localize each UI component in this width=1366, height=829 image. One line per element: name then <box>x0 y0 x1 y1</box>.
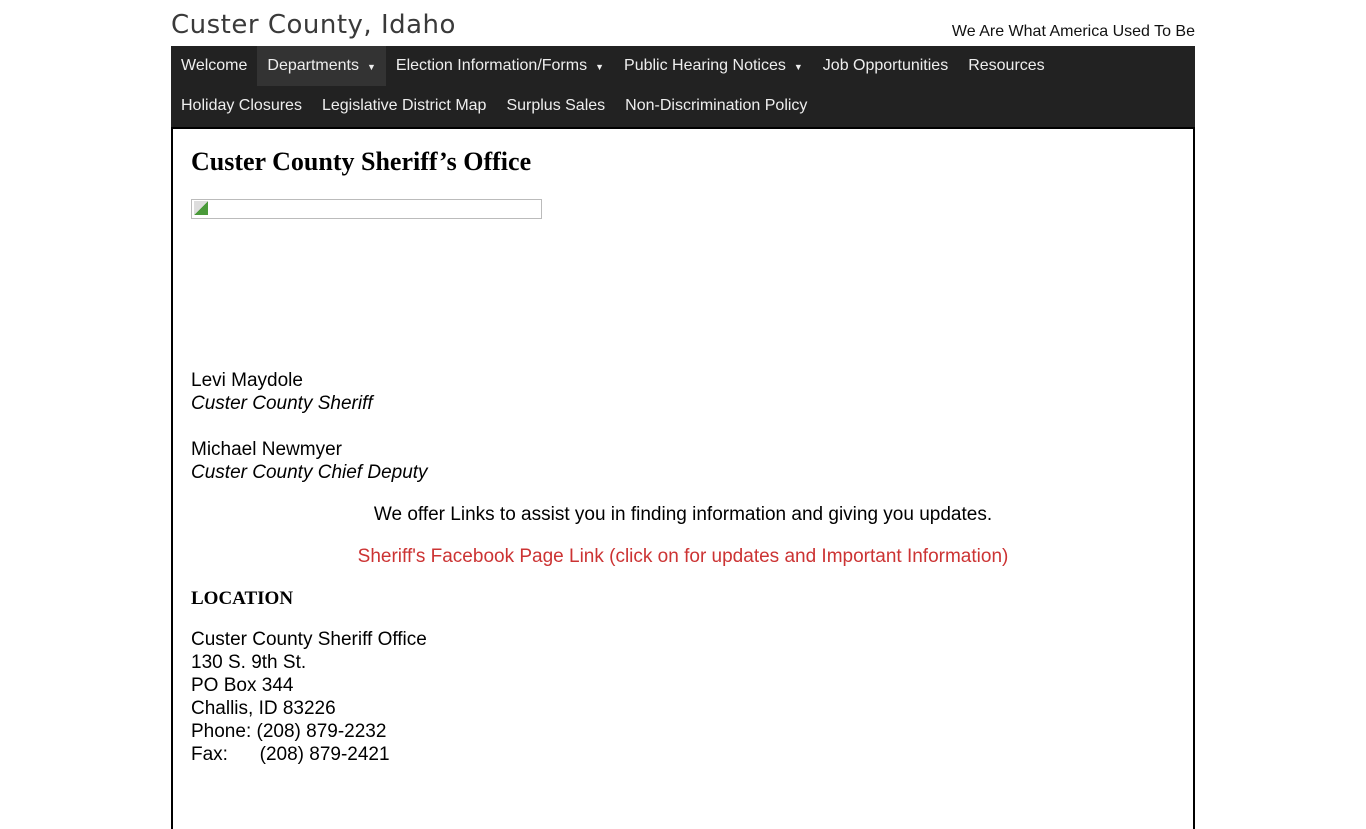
fax: Fax: (208) 879-2421 <box>191 744 390 765</box>
nav-resources[interactable]: Resources <box>968 57 1045 74</box>
facebook-page-link[interactable]: Sheriff's Facebook Page Link (click on for updates and Important Information) <box>357 546 1009 567</box>
nav-job-opportunities[interactable]: Job Opportunities <box>822 57 949 74</box>
content <box>171 127 1195 829</box>
sheriff-title: Custer County Sheriff <box>191 393 373 414</box>
nav-public-hearing-notices[interactable]: Public Hearing Notices ▼ <box>624 57 803 74</box>
page-title: Custer County Sheriff’s Office <box>191 147 532 176</box>
main-nav <box>171 46 1195 127</box>
address-line: Custer County Sheriff Office <box>191 629 427 650</box>
address-block <box>191 628 1175 766</box>
phone: Phone: (208) 879-2232 <box>191 721 387 742</box>
sheriff-name: Levi Maydole <box>191 370 303 391</box>
broken-image <box>191 199 542 219</box>
caret-down-icon: ▼ <box>793 62 803 72</box>
caret-down-icon: ▼ <box>595 62 605 72</box>
nav-legislative-district-map[interactable]: Legislative District Map <box>321 97 487 114</box>
nav-welcome[interactable]: Welcome <box>181 57 248 74</box>
location-heading: LOCATION <box>191 588 294 609</box>
tagline: We Are What America Used To Be <box>951 23 1195 40</box>
site-title[interactable]: Custer County, Idaho <box>171 10 456 40</box>
nav-surplus-sales[interactable]: Surplus Sales <box>506 97 606 114</box>
nav-non-discrimination-policy[interactable]: Non-Discrimination Policy <box>625 97 808 114</box>
intro-text: We offer Links to assist you in finding information and giving you updates. <box>373 504 993 525</box>
nav-departments[interactable]: Departments ▼ <box>257 46 386 86</box>
deputy-name: Michael Newmyer <box>191 439 342 460</box>
broken-image-icon <box>194 201 208 215</box>
address-line: Challis, ID 83226 <box>191 698 336 719</box>
nav-holiday-closures[interactable]: Holiday Closures <box>181 97 302 114</box>
address-line: 130 S. 9th St. <box>191 652 307 673</box>
caret-down-icon: ▼ <box>366 62 376 72</box>
deputy-title: Custer County Chief Deputy <box>191 462 428 483</box>
nav-election-information[interactable]: Election Information/Forms ▼ <box>395 57 605 74</box>
address-line: PO Box 344 <box>191 675 294 696</box>
